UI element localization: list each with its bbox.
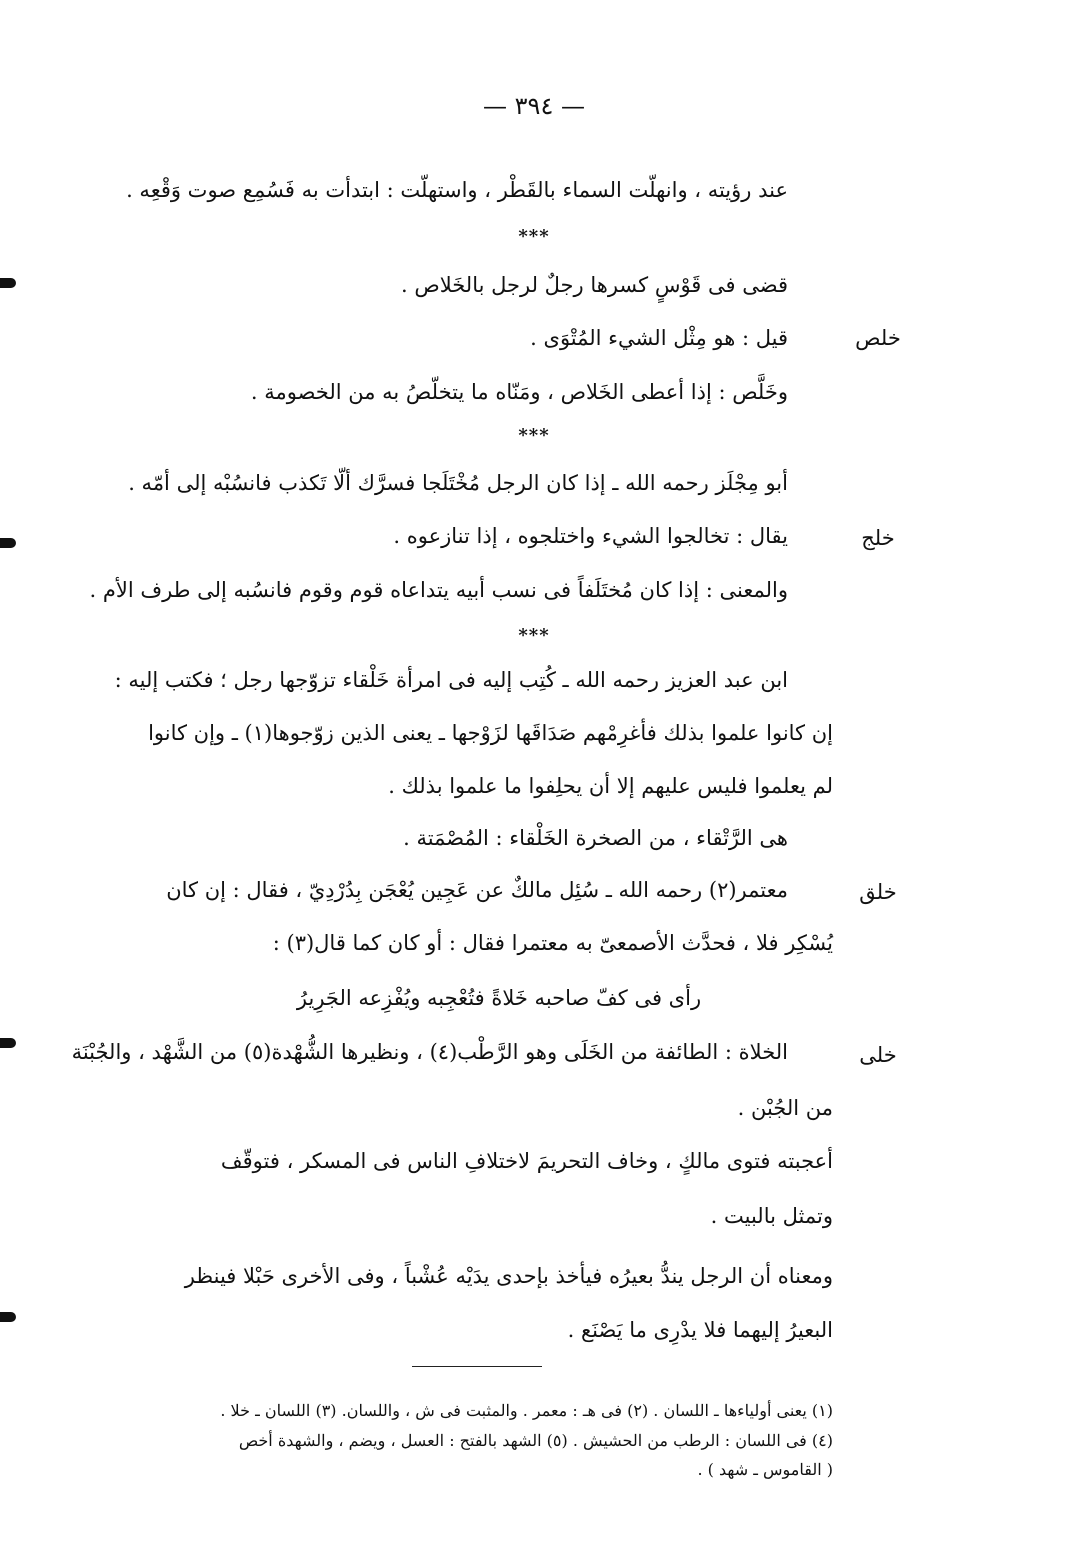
page-number: — ٣٩٤ — xyxy=(483,92,585,120)
text-line: عند رؤيته ، وانهلّت السماء بالقَطْر ، واستهلّت : ابتدأت به فَسُمِع صوت وَقْعِه . xyxy=(126,178,788,202)
text-line: البعيرُ إليهما فلا يدْرِى ما يَصْنَع . xyxy=(567,1318,833,1342)
scan-edge-mark xyxy=(0,278,16,288)
footnote-line: (١) يعنى أولياءها ـ اللسان . (٢) فى هـ : معمر . والمثبت فى ش ، واللسان. (٣) اللسان ـ خلا . xyxy=(220,1401,833,1420)
footnote-line: ( القاموس ـ شهد ) . xyxy=(697,1460,833,1479)
margin-headword-khalaj: خلج xyxy=(861,526,895,550)
footnote-line: (٤) فى اللسان : الرطب من الحشيش . (٥) الشهد بالفتح : العسل ، ويضم ، والشهدة أخص xyxy=(238,1431,833,1450)
text-line: الخلاة : الطائفة من الخَلَى وهو الرَّطْب(٤) ، ونظيرها الشُّهْدة(٥) من الشَّهْد ، والجُبْنَة xyxy=(71,1040,788,1064)
scan-edge-mark xyxy=(0,1312,16,1322)
section-separator: *** xyxy=(518,625,550,646)
margin-headword-khalas: خلص xyxy=(855,326,901,350)
footnote-divider xyxy=(412,1366,542,1367)
text-line: قضى فى قَوْسٍ كسرها رجلٌ لرجل بالخَلاص . xyxy=(400,273,788,297)
scan-edge-mark xyxy=(0,538,16,548)
section-separator: *** xyxy=(518,425,550,446)
text-line: إن كانوا علموا بذلك فأغرِمْهم صَدَاقَها لزَوْجها ـ يعنى الذين زوّجوها(١) ـ وإن كانوا xyxy=(148,721,833,745)
text-line: هى الرَّتْقاء ، من الصخرة الخَلْقاء : المُصْمَتة . xyxy=(403,826,788,850)
text-line: ابن عبد العزيز رحمه الله ـ كُتِب إليه فى امرأة خَلْقاء تزوّجها رجل ؛ فكتب إليه : xyxy=(114,668,788,692)
text-line: معتمر(٢) رحمه الله ـ سُئِل مالكٌ عن عَجِين يُعْجَن بِدُرْدِيّ ، فقال : إن كان xyxy=(166,878,788,902)
scan-edge-mark xyxy=(0,1038,16,1048)
text-line: أبو مِجْلَز رحمه الله ـ إذا كان الرجل مُخْتَلَجا فسرَّك ألّا تَكذب فانسُبْه إلى أمّه . xyxy=(128,471,788,495)
margin-headword-khala: خلى xyxy=(859,1043,897,1067)
text-line: أعجبته فتوى مالكٍ ، وخاف التحريمَ لاختلافِ الناس فى المسكر ، فتوقّف xyxy=(220,1149,833,1173)
section-separator: *** xyxy=(518,226,550,247)
text-line: وخَلَّص : إذا أعطى الخَلاص ، ومَنّاه ما يتخلّصُ به من الخصومة . xyxy=(250,380,788,404)
text-line: وتمثل بالبيت . xyxy=(710,1204,833,1228)
poetry-verse: رأى فى كفّ صاحبه خَلاةً فتُعْجِبه ويُفْزِعه الجَرِيرُ xyxy=(296,986,702,1010)
margin-headword-khalaq: خلق xyxy=(859,880,897,904)
text-line: لم يعلموا فليس عليهم إلا أن يحلِفوا ما علموا بذلك . xyxy=(388,774,833,798)
text-line: يقال : تخالجوا الشيء واختلجوه ، إذا تنازعوه . xyxy=(393,524,788,548)
text-line: من الجُبْن . xyxy=(737,1096,833,1120)
text-line: يُسْكِر فلا ، فحدَّث الأصمعىّ به معتمرا فقال : أو كان كما قال(٣) : xyxy=(272,931,833,955)
text-line: قيل : هو مِثْل الشيء المُتْوَى . xyxy=(530,326,788,350)
text-line: والمعنى : إذا كان مُختَلَفاً فى نسب أبيه يتداعاه قوم وقوم فانسُبه إلى طرف الأم . xyxy=(89,578,788,602)
text-line: ومعناه أن الرجل يندُّ بعيرُه فيأخذ بإحدى يدَيْه عُشْباً ، وفى الأخرى حَبْلا فينظر xyxy=(184,1264,833,1288)
